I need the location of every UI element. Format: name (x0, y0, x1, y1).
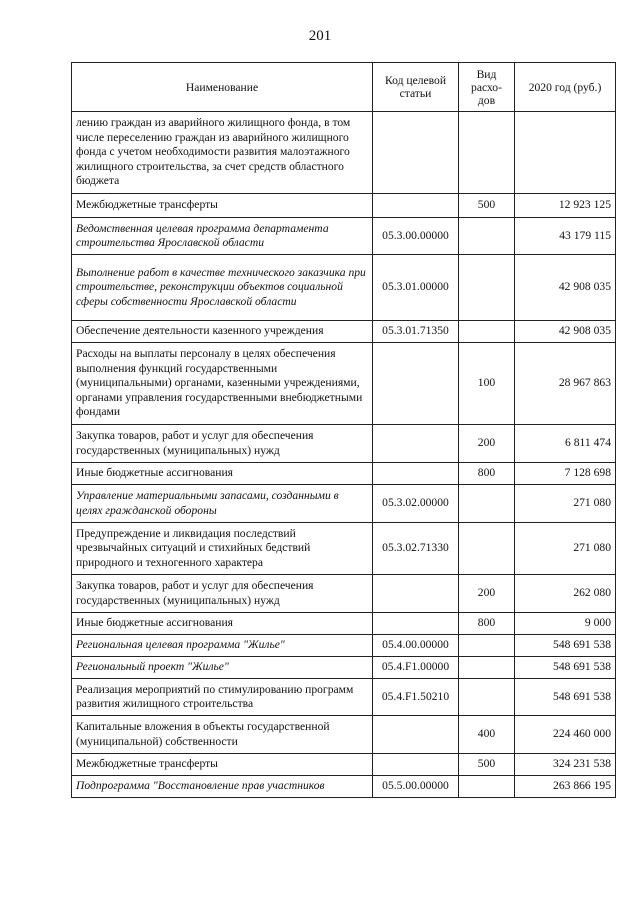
table-row (72, 321, 616, 343)
row-code: 05.3.00.00000 (373, 218, 459, 255)
table-row (72, 425, 616, 463)
row-amount: 263 866 195 (515, 776, 616, 798)
row-code: 05.4.F1.50210 (373, 679, 459, 716)
row-name: Закупка товаров, работ и услуг для обеспечения государственных (муниципальных) нужд (72, 425, 373, 463)
row-kind (459, 657, 515, 679)
row-name: Обеспечение деятельности казенного учреждения (72, 321, 373, 343)
row-code (373, 425, 459, 463)
table-row (72, 485, 616, 523)
row-name: Капитальные вложения в объекты государственной (муниципальной) собственности (72, 716, 373, 754)
row-name: Ведомственная целевая программа департамента строительства Ярославской области (72, 218, 373, 255)
row-kind (459, 321, 515, 343)
row-code: 05.4.F1.00000 (373, 657, 459, 679)
row-amount (515, 112, 616, 194)
row-name: Управление материальными запасами, созданными в целях гражданской обороны (72, 485, 373, 523)
row-amount: 324 231 538 (515, 754, 616, 776)
row-kind: 800 (459, 613, 515, 635)
row-kind (459, 255, 515, 321)
row-code: 05.4.00.00000 (373, 635, 459, 657)
row-amount: 262 080 (515, 575, 616, 613)
table-row (72, 523, 616, 575)
row-code (373, 716, 459, 754)
row-name: Реализация мероприятий по стимулированию программ развития жилищного строительства (72, 679, 373, 716)
header-name: Наименование (72, 63, 373, 112)
row-code (373, 754, 459, 776)
row-kind (459, 485, 515, 523)
table-row (72, 635, 616, 657)
header-amount: 2020 год (руб.) (515, 63, 616, 112)
row-kind (459, 523, 515, 575)
row-code: 05.3.01.00000 (373, 255, 459, 321)
row-code (373, 575, 459, 613)
row-code: 05.3.01.71350 (373, 321, 459, 343)
table-body (72, 112, 616, 798)
table-row (72, 754, 616, 776)
row-kind (459, 218, 515, 255)
row-kind: 400 (459, 716, 515, 754)
row-code (373, 613, 459, 635)
row-code (373, 112, 459, 194)
table-row (72, 218, 616, 255)
row-name: Предупреждение и ликвидация последствий чрезвычайных ситуаций и стихийных бедствий природного и техногенного характера (72, 523, 373, 575)
row-amount: 42 908 035 (515, 321, 616, 343)
row-code: 05.3.02.71330 (373, 523, 459, 575)
table-row (72, 657, 616, 679)
row-amount: 9 000 (515, 613, 616, 635)
table-row (72, 776, 616, 798)
row-amount: 43 179 115 (515, 218, 616, 255)
row-amount: 6 811 474 (515, 425, 616, 463)
row-code (373, 463, 459, 485)
row-code (373, 343, 459, 425)
row-amount: 548 691 538 (515, 657, 616, 679)
table-row (72, 463, 616, 485)
row-amount: 42 908 035 (515, 255, 616, 321)
table-row (72, 112, 616, 194)
table-row (72, 194, 616, 218)
row-code (373, 194, 459, 218)
table-row (72, 679, 616, 716)
row-amount: 548 691 538 (515, 679, 616, 716)
row-amount: 548 691 538 (515, 635, 616, 657)
row-amount: 28 967 863 (515, 343, 616, 425)
header-code: Код целевой статьи (373, 63, 459, 112)
row-amount: 271 080 (515, 485, 616, 523)
table-row (72, 716, 616, 754)
row-kind: 200 (459, 425, 515, 463)
table-row (72, 255, 616, 321)
row-name: Региональный проект "Жилье" (72, 657, 373, 679)
row-name: Подпрограмма "Восстановление прав участников (72, 776, 373, 798)
row-kind: 200 (459, 575, 515, 613)
row-name: Межбюджетные трансферты (72, 754, 373, 776)
row-kind (459, 112, 515, 194)
row-amount: 7 128 698 (515, 463, 616, 485)
row-kind: 100 (459, 343, 515, 425)
row-kind: 500 (459, 194, 515, 218)
row-amount: 12 923 125 (515, 194, 616, 218)
row-code: 05.3.02.00000 (373, 485, 459, 523)
header-kind: Вид расхо-дов (459, 63, 515, 112)
table-row (72, 343, 616, 425)
row-kind (459, 635, 515, 657)
row-name: Региональная целевая программа "Жилье" (72, 635, 373, 657)
row-name: лению граждан из аварийного жилищного фонда, в том числе переселению граждан из аварийного жилищного фонда с учетом необходимости развития малоэтажного жилищного строительства, за счет средств областного бюджета (72, 112, 373, 194)
budget-table (71, 62, 616, 798)
row-kind: 800 (459, 463, 515, 485)
table-header-row (72, 63, 616, 112)
row-kind (459, 679, 515, 716)
row-name: Иные бюджетные ассигнования (72, 613, 373, 635)
row-name: Межбюджетные трансферты (72, 194, 373, 218)
row-name: Закупка товаров, работ и услуг для обеспечения государственных (муниципальных) нужд (72, 575, 373, 613)
row-amount: 271 080 (515, 523, 616, 575)
row-amount: 224 460 000 (515, 716, 616, 754)
row-name: Иные бюджетные ассигнования (72, 463, 373, 485)
table-row (72, 575, 616, 613)
row-kind (459, 776, 515, 798)
page-number: 201 (308, 28, 332, 44)
table-row (72, 613, 616, 635)
row-code: 05.5.00.00000 (373, 776, 459, 798)
row-kind: 500 (459, 754, 515, 776)
row-name: Выполнение работ в качестве технического заказчика при строительстве, реконструкции объектов социальной сферы собственности Ярославской области (72, 255, 373, 321)
row-name: Расходы на выплаты персоналу в целях обеспечения выполнения функций государственными (муниципальными) органами, казенными учреждениями, органами управления государственными внебюджетными фондами (72, 343, 373, 425)
